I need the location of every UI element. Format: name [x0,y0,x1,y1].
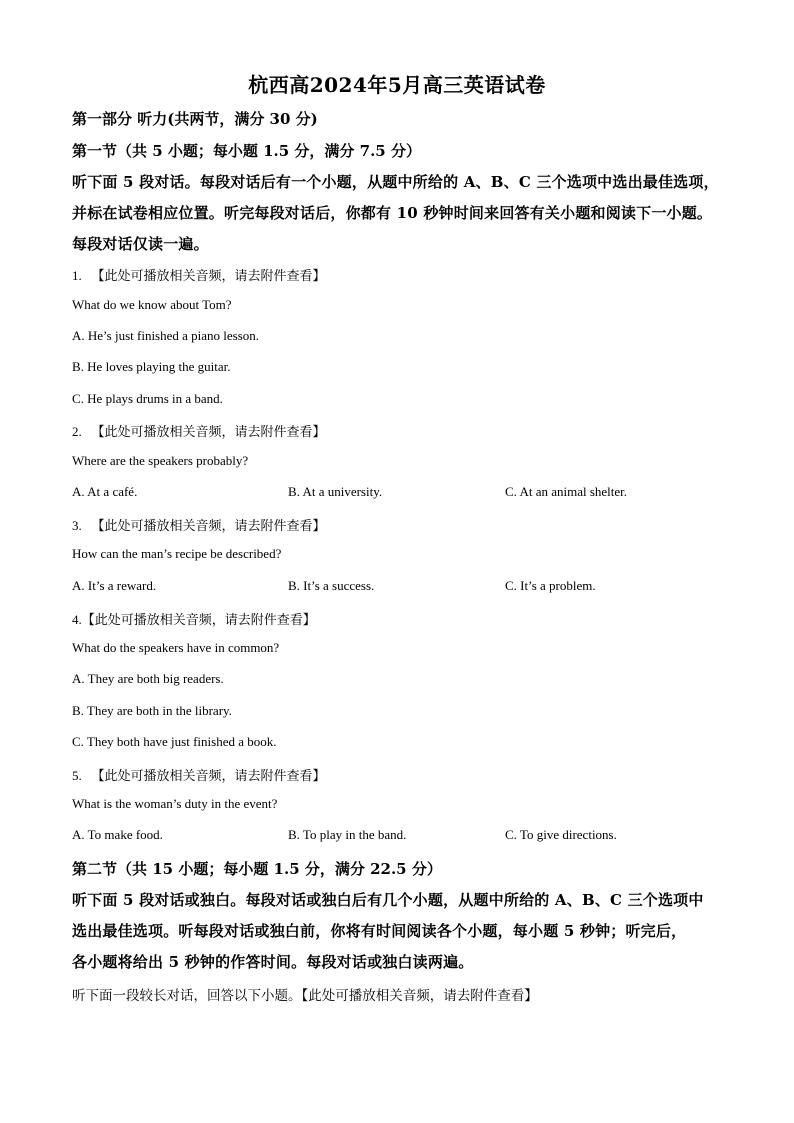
question-1-stem: What do we know about Tom? [72,297,232,312]
question-5-option-c: C. To give directions. [505,827,617,842]
question-3-option-a: A. It’s a reward. [72,578,157,593]
audio-attachment-link[interactable]: 【此处可播放相关音频，请去附件查看】 [91,425,326,440]
section2-instruction-line-3: 各小题将给出 5 秒钟的作答时间。每段对话或独白读两遍。 [72,953,474,971]
question-5-options [72,827,732,845]
question-3-number: 3. [72,518,82,533]
audio-attachment-link[interactable]: 【此处可播放相关音频，请去附件查看】 [91,519,326,534]
question-4-audio[interactable] [72,609,316,628]
audio-attachment-link[interactable]: 【此处可播放相关音频，请去附件查看】 [91,269,326,284]
question-3-options [72,578,732,596]
section1-instruction-line-2: 并标在试卷相应位置。听完每段对话后，你都有 10 秒钟时间来回答有关小题和阅读下一小题。 [72,204,713,222]
question-3-stem: How can the man’s recipe be described? [72,546,282,561]
section2-instruction-line-2: 选出最佳选项。听每段对话或独白前，你将有时间阅读各个小题，每小题 5 秒钟；听完后， [72,922,687,940]
section1-heading: 第一节（共 5 小题；每小题 1.5 分，满分 7.5 分） [72,142,421,160]
question-2-stem: Where are the speakers probably? [72,453,249,468]
question-1-number: 1. [72,268,82,283]
question-4-option-b: B. They are both in the library. [72,703,232,718]
question-2-options [72,484,732,502]
question-1-option-b: B. He loves playing the guitar. [72,359,231,374]
question-5-option-a: A. To make food. [72,827,163,842]
question-2-option-a: A. At a café. [72,484,138,499]
question-5-number: 5. [72,768,82,783]
question-4-number: 4. [72,612,82,627]
section2-instruction-line-1: 听下面 5 段对话或独白。每段对话或独白后有几个小题，从题中所给的 A、B、C 三个选项中 [72,891,704,909]
question-2-option-c: C. At an animal shelter. [505,484,628,499]
audio-attachment-link[interactable]: 【此处可播放相关音频，请去附件查看】 [91,769,326,784]
question-3-option-c: C. It’s a problem. [505,578,596,593]
long-dialogue-prompt[interactable]: 听下面一段较长对话，回答以下小题。【此处可播放相关音频，请去附件查看】 [72,988,538,1004]
question-2-audio[interactable] [72,421,326,440]
question-5-audio[interactable] [72,765,326,784]
question-5-option-b: B. To play in the band. [288,827,407,842]
question-4-option-a: A. They are both big readers. [72,671,224,686]
section1-instruction-line-1: 听下面 5 段对话。每段对话后有一个小题，从题中所给的 A、B、C 三个选项中选出最佳选项， [72,173,719,191]
question-5-stem: What is the woman’s duty in the event? [72,796,278,811]
question-1-option-a: A. He’s just finished a piano lesson. [72,328,260,343]
audio-attachment-link[interactable]: 【此处可播放相关音频，请去附件查看】 [81,613,316,628]
question-1-option-c: C. He plays drums in a band. [72,391,223,406]
question-4-option-c: C. They both have just finished a book. [72,734,277,749]
question-3-audio[interactable] [72,515,326,534]
question-1-audio[interactable] [72,265,326,284]
question-4-stem: What do the speakers have in common? [72,640,280,655]
exam-title: 杭西高2024年5月高三英语试卷 [248,73,546,97]
question-2-number: 2. [72,424,82,439]
question-2-option-b: B. At a university. [288,484,383,499]
part1-heading: 第一部分 听力(共两节，满分 30 分) [72,110,318,128]
section2-heading: 第二节（共 15 小题；每小题 1.5 分，满分 22.5 分） [72,860,442,878]
section1-instruction-line-3: 每段对话仅读一遍。 [72,235,209,253]
question-3-option-b: B. It’s a success. [288,578,375,593]
